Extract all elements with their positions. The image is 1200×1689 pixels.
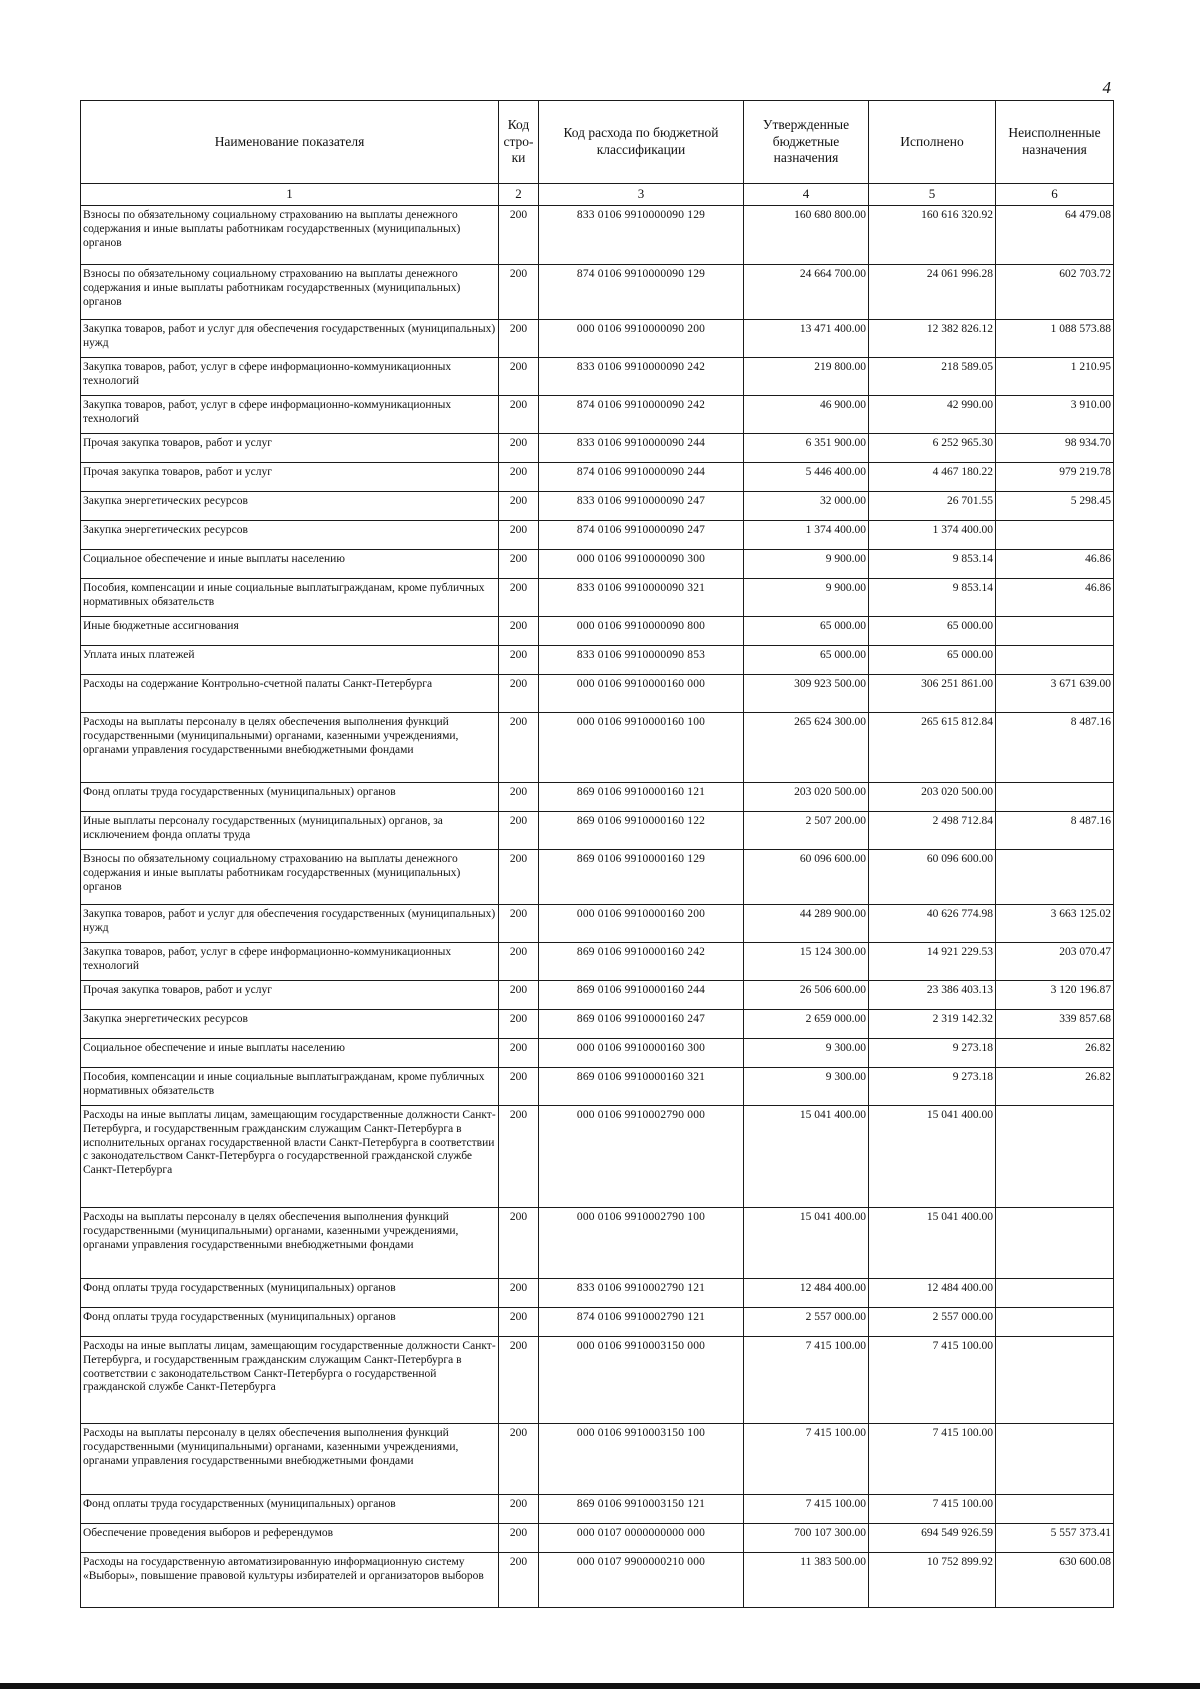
indicator-name-cell: Фонд оплаты труда государственных (муниципальных) органов xyxy=(81,1308,499,1337)
budget-code-cell: 833 0106 9910002790 121 xyxy=(539,1279,744,1308)
indicator-name-cell: Прочая закупка товаров, работ и услуг xyxy=(81,463,499,492)
executed-amount-cell: 23 386 403.13 xyxy=(869,981,996,1010)
table-row xyxy=(81,550,1114,579)
budget-code-cell: 874 0106 9910000090 129 xyxy=(539,265,744,320)
table-row xyxy=(81,943,1114,981)
table-row xyxy=(81,646,1114,675)
table-row xyxy=(81,521,1114,550)
unexecuted-amount-cell: 339 857.68 xyxy=(996,1010,1114,1039)
approved-amount-cell: 12 484 400.00 xyxy=(744,1279,869,1308)
line-code-cell: 200 xyxy=(499,617,539,646)
table-row xyxy=(81,1424,1114,1495)
unexecuted-amount-cell xyxy=(996,1424,1114,1495)
budget-code-cell: 869 0106 9910000160 242 xyxy=(539,943,744,981)
line-code-cell: 200 xyxy=(499,713,539,783)
budget-code-cell: 874 0106 9910002790 121 xyxy=(539,1308,744,1337)
unexecuted-amount-cell: 1 088 573.88 xyxy=(996,320,1114,358)
unexecuted-amount-cell: 98 934.70 xyxy=(996,434,1114,463)
line-code-cell: 200 xyxy=(499,265,539,320)
unexecuted-amount-cell xyxy=(996,850,1114,905)
executed-amount-cell: 6 252 965.30 xyxy=(869,434,996,463)
approved-amount-cell: 32 000.00 xyxy=(744,492,869,521)
executed-amount-cell: 218 589.05 xyxy=(869,358,996,396)
unexecuted-amount-cell: 8 487.16 xyxy=(996,812,1114,850)
approved-amount-cell: 2 557 000.00 xyxy=(744,1308,869,1337)
indicator-name-cell: Закупка товаров, работ и услуг для обеспечения государственных (муниципальных) нужд xyxy=(81,905,499,943)
expense-report-table xyxy=(80,100,1114,1608)
indicator-name-cell: Взносы по обязательному социальному страхованию на выплаты денежного содержания и иные выплаты работникам государственных (муниципальных) органов xyxy=(81,850,499,905)
approved-amount-cell: 5 446 400.00 xyxy=(744,463,869,492)
executed-amount-cell: 9 273.18 xyxy=(869,1068,996,1106)
table-row xyxy=(81,206,1114,265)
table-row xyxy=(81,850,1114,905)
indicator-name-cell: Социальное обеспечение и иные выплаты населению xyxy=(81,1039,499,1068)
executed-amount-cell: 2 557 000.00 xyxy=(869,1308,996,1337)
approved-amount-cell: 46 900.00 xyxy=(744,396,869,434)
executed-amount-cell: 265 615 812.84 xyxy=(869,713,996,783)
column-number: 1 xyxy=(81,184,499,206)
executed-amount-cell: 9 853.14 xyxy=(869,550,996,579)
budget-code-cell: 000 0106 9910003150 100 xyxy=(539,1424,744,1495)
line-code-cell: 200 xyxy=(499,1308,539,1337)
unexecuted-amount-cell: 26.82 xyxy=(996,1068,1114,1106)
executed-amount-cell: 24 061 996.28 xyxy=(869,265,996,320)
line-code-cell: 200 xyxy=(499,492,539,521)
column-number: 3 xyxy=(539,184,744,206)
table-row xyxy=(81,434,1114,463)
budget-code-cell: 869 0106 9910000160 122 xyxy=(539,812,744,850)
executed-amount-cell: 9 853.14 xyxy=(869,579,996,617)
unexecuted-amount-cell: 5 298.45 xyxy=(996,492,1114,521)
table-row xyxy=(81,713,1114,783)
unexecuted-amount-cell xyxy=(996,1208,1114,1279)
approved-amount-cell: 219 800.00 xyxy=(744,358,869,396)
executed-amount-cell: 10 752 899.92 xyxy=(869,1553,996,1608)
line-code-cell: 200 xyxy=(499,1553,539,1608)
unexecuted-amount-cell: 602 703.72 xyxy=(996,265,1114,320)
table-row xyxy=(81,579,1114,617)
column-number: 6 xyxy=(996,184,1114,206)
indicator-name-cell: Фонд оплаты труда государственных (муниципальных) органов xyxy=(81,1495,499,1524)
approved-amount-cell: 9 900.00 xyxy=(744,579,869,617)
indicator-name-cell: Расходы на выплаты персоналу в целях обеспечения выполнения функций государственными (муниципальными) органами, казенными учреждениями, органами управления государственными внебюджетными фондами xyxy=(81,713,499,783)
budget-code-cell: 000 0106 9910000090 300 xyxy=(539,550,744,579)
line-code-cell: 200 xyxy=(499,1495,539,1524)
table-row xyxy=(81,812,1114,850)
line-code-cell: 200 xyxy=(499,905,539,943)
line-code-cell: 200 xyxy=(499,579,539,617)
budget-code-cell: 869 0106 9910000160 129 xyxy=(539,850,744,905)
indicator-name-cell: Иные выплаты персоналу государственных (муниципальных) органов, за исключением фонда оплаты труда xyxy=(81,812,499,850)
indicator-name-cell: Уплата иных платежей xyxy=(81,646,499,675)
header-approved: Утвержденные бюджетные назначения xyxy=(744,101,869,184)
indicator-name-cell: Взносы по обязательному социальному страхованию на выплаты денежного содержания и иные выплаты работникам государственных (муниципальных) органов xyxy=(81,265,499,320)
budget-code-cell: 833 0106 9910000090 242 xyxy=(539,358,744,396)
table-row xyxy=(81,358,1114,396)
executed-amount-cell: 15 041 400.00 xyxy=(869,1106,996,1208)
table-row xyxy=(81,1279,1114,1308)
table-row xyxy=(81,1524,1114,1553)
table-row xyxy=(81,396,1114,434)
indicator-name-cell: Расходы на выплаты персоналу в целях обеспечения выполнения функций государственными (муниципальными) органами, казенными учреждениями, органами управления государственными внебюджетными фондами xyxy=(81,1424,499,1495)
executed-amount-cell: 1 374 400.00 xyxy=(869,521,996,550)
unexecuted-amount-cell: 3 663 125.02 xyxy=(996,905,1114,943)
budget-code-cell: 000 0106 9910000090 200 xyxy=(539,320,744,358)
indicator-name-cell: Прочая закупка товаров, работ и услуг xyxy=(81,434,499,463)
approved-amount-cell: 9 300.00 xyxy=(744,1068,869,1106)
indicator-name-cell: Взносы по обязательному социальному страхованию на выплаты денежного содержания и иные выплаты работникам государственных (муниципальных) органов xyxy=(81,206,499,265)
approved-amount-cell: 265 624 300.00 xyxy=(744,713,869,783)
executed-amount-cell: 203 020 500.00 xyxy=(869,783,996,812)
table-row xyxy=(81,981,1114,1010)
unexecuted-amount-cell xyxy=(996,1308,1114,1337)
line-code-cell: 200 xyxy=(499,206,539,265)
budget-code-cell: 000 0106 9910002790 100 xyxy=(539,1208,744,1279)
budget-code-cell: 000 0107 9900000210 000 xyxy=(539,1553,744,1608)
indicator-name-cell: Закупка энергетических ресурсов xyxy=(81,1010,499,1039)
line-code-cell: 200 xyxy=(499,1010,539,1039)
approved-amount-cell: 13 471 400.00 xyxy=(744,320,869,358)
table-row xyxy=(81,463,1114,492)
budget-code-cell: 000 0106 9910000160 300 xyxy=(539,1039,744,1068)
executed-amount-cell: 15 041 400.00 xyxy=(869,1208,996,1279)
executed-amount-cell: 65 000.00 xyxy=(869,617,996,646)
unexecuted-amount-cell xyxy=(996,783,1114,812)
line-code-cell: 200 xyxy=(499,981,539,1010)
unexecuted-amount-cell: 979 219.78 xyxy=(996,463,1114,492)
indicator-name-cell: Закупка товаров, работ, услуг в сфере информационно-коммуникационных технологий xyxy=(81,396,499,434)
table-header-row xyxy=(81,101,1114,184)
table-row xyxy=(81,1106,1114,1208)
executed-amount-cell: 65 000.00 xyxy=(869,646,996,675)
executed-amount-cell: 160 616 320.92 xyxy=(869,206,996,265)
table-row xyxy=(81,1553,1114,1608)
budget-code-cell: 000 0106 9910000160 200 xyxy=(539,905,744,943)
line-code-cell: 200 xyxy=(499,521,539,550)
indicator-name-cell: Пособия, компенсации и иные социальные выплатыгражданам, кроме публичных нормативных обязательств xyxy=(81,579,499,617)
line-code-cell: 200 xyxy=(499,1106,539,1208)
budget-code-cell: 869 0106 9910000160 321 xyxy=(539,1068,744,1106)
budget-code-cell: 833 0106 9910000090 247 xyxy=(539,492,744,521)
indicator-name-cell: Фонд оплаты труда государственных (муниципальных) органов xyxy=(81,783,499,812)
indicator-name-cell: Расходы на содержание Контрольно-счетной палаты Санкт-Петербурга xyxy=(81,675,499,713)
executed-amount-cell: 694 549 926.59 xyxy=(869,1524,996,1553)
unexecuted-amount-cell: 64 479.08 xyxy=(996,206,1114,265)
executed-amount-cell: 60 096 600.00 xyxy=(869,850,996,905)
table-row xyxy=(81,675,1114,713)
executed-amount-cell: 14 921 229.53 xyxy=(869,943,996,981)
table-body xyxy=(81,206,1114,1608)
line-code-cell: 200 xyxy=(499,434,539,463)
executed-amount-cell: 9 273.18 xyxy=(869,1039,996,1068)
header-indicator-name: Наименование показателя xyxy=(81,101,499,184)
unexecuted-amount-cell: 3 120 196.87 xyxy=(996,981,1114,1010)
approved-amount-cell: 9 900.00 xyxy=(744,550,869,579)
executed-amount-cell: 7 415 100.00 xyxy=(869,1337,996,1424)
approved-amount-cell: 60 096 600.00 xyxy=(744,850,869,905)
indicator-name-cell: Фонд оплаты труда государственных (муниципальных) органов xyxy=(81,1279,499,1308)
table-row xyxy=(81,783,1114,812)
indicator-name-cell: Расходы на иные выплаты лицам, замещающим государственные должности Санкт-Петербурга, и государственным гражданским служащим Санкт-Петербурга в исполнительных органах государственной власти Санкт-Петербурга в соответствии с законодательством Санкт-Петербурга о государственной гражданской службе Санкт-Петербурга xyxy=(81,1106,499,1208)
budget-code-cell: 000 0106 9910002790 000 xyxy=(539,1106,744,1208)
executed-amount-cell: 26 701.55 xyxy=(869,492,996,521)
unexecuted-amount-cell: 203 070.47 xyxy=(996,943,1114,981)
budget-code-cell: 869 0106 9910003150 121 xyxy=(539,1495,744,1524)
table-row xyxy=(81,320,1114,358)
line-code-cell: 200 xyxy=(499,943,539,981)
table-row xyxy=(81,492,1114,521)
line-code-cell: 200 xyxy=(499,358,539,396)
approved-amount-cell: 1 374 400.00 xyxy=(744,521,869,550)
approved-amount-cell: 24 664 700.00 xyxy=(744,265,869,320)
table-row xyxy=(81,1495,1114,1524)
approved-amount-cell: 15 041 400.00 xyxy=(744,1208,869,1279)
executed-amount-cell: 7 415 100.00 xyxy=(869,1424,996,1495)
budget-code-cell: 869 0106 9910000160 121 xyxy=(539,783,744,812)
line-code-cell: 200 xyxy=(499,1337,539,1424)
budget-code-cell: 833 0106 9910000090 853 xyxy=(539,646,744,675)
line-code-cell: 200 xyxy=(499,396,539,434)
approved-amount-cell: 15 124 300.00 xyxy=(744,943,869,981)
approved-amount-cell: 309 923 500.00 xyxy=(744,675,869,713)
header-executed: Исполнено xyxy=(869,101,996,184)
budget-code-cell: 000 0107 0000000000 000 xyxy=(539,1524,744,1553)
budget-code-cell: 000 0106 9910000160 100 xyxy=(539,713,744,783)
approved-amount-cell: 2 507 200.00 xyxy=(744,812,869,850)
approved-amount-cell: 65 000.00 xyxy=(744,617,869,646)
unexecuted-amount-cell xyxy=(996,1279,1114,1308)
line-code-cell: 200 xyxy=(499,1208,539,1279)
executed-amount-cell: 40 626 774.98 xyxy=(869,905,996,943)
unexecuted-amount-cell: 3 671 639.00 xyxy=(996,675,1114,713)
approved-amount-cell: 7 415 100.00 xyxy=(744,1337,869,1424)
unexecuted-amount-cell xyxy=(996,1337,1114,1424)
indicator-name-cell: Расходы на иные выплаты лицам, замещающим государственные должности Санкт-Петербурга, и государственным гражданским служащим Санкт-Петербурга в соответствии с законодательством Санкт-Петербурга о государственной гражданской службе Санкт-Петербурга xyxy=(81,1337,499,1424)
indicator-name-cell: Прочая закупка товаров, работ и услуг xyxy=(81,981,499,1010)
budget-code-cell: 874 0106 9910000090 244 xyxy=(539,463,744,492)
table-row xyxy=(81,1208,1114,1279)
column-number: 5 xyxy=(869,184,996,206)
approved-amount-cell: 700 107 300.00 xyxy=(744,1524,869,1553)
header-line-code: Код стро-ки xyxy=(499,101,539,184)
header-unexecuted: Неисполненные назначения xyxy=(996,101,1114,184)
executed-amount-cell: 12 382 826.12 xyxy=(869,320,996,358)
unexecuted-amount-cell xyxy=(996,646,1114,675)
budget-code-cell: 000 0106 9910000160 000 xyxy=(539,675,744,713)
approved-amount-cell: 203 020 500.00 xyxy=(744,783,869,812)
unexecuted-amount-cell: 630 600.08 xyxy=(996,1553,1114,1608)
executed-amount-cell: 12 484 400.00 xyxy=(869,1279,996,1308)
budget-code-cell: 874 0106 9910000090 247 xyxy=(539,521,744,550)
budget-code-cell: 000 0106 9910000090 800 xyxy=(539,617,744,646)
column-number-row xyxy=(81,184,1114,206)
approved-amount-cell: 9 300.00 xyxy=(744,1039,869,1068)
approved-amount-cell: 7 415 100.00 xyxy=(744,1424,869,1495)
indicator-name-cell: Закупка энергетических ресурсов xyxy=(81,521,499,550)
indicator-name-cell: Расходы на выплаты персоналу в целях обеспечения выполнения функций государственными (муниципальными) органами, казенными учреждениями, органами управления государственными внебюджетными фондами xyxy=(81,1208,499,1279)
budget-code-cell: 869 0106 9910000160 247 xyxy=(539,1010,744,1039)
table-row xyxy=(81,1308,1114,1337)
indicator-name-cell: Закупка энергетических ресурсов xyxy=(81,492,499,521)
header-budget-code: Код расхода по бюджетной классификации xyxy=(539,101,744,184)
executed-amount-cell: 306 251 861.00 xyxy=(869,675,996,713)
approved-amount-cell: 11 383 500.00 xyxy=(744,1553,869,1608)
budget-code-cell: 874 0106 9910000090 242 xyxy=(539,396,744,434)
approved-amount-cell: 6 351 900.00 xyxy=(744,434,869,463)
line-code-cell: 200 xyxy=(499,463,539,492)
table-row xyxy=(81,1337,1114,1424)
line-code-cell: 200 xyxy=(499,812,539,850)
line-code-cell: 200 xyxy=(499,675,539,713)
page-bottom-edge xyxy=(0,1683,1200,1689)
indicator-name-cell: Иные бюджетные ассигнования xyxy=(81,617,499,646)
column-number: 4 xyxy=(744,184,869,206)
unexecuted-amount-cell: 1 210.95 xyxy=(996,358,1114,396)
table-row xyxy=(81,265,1114,320)
line-code-cell: 200 xyxy=(499,320,539,358)
table-row xyxy=(81,1068,1114,1106)
executed-amount-cell: 42 990.00 xyxy=(869,396,996,434)
line-code-cell: 200 xyxy=(499,1068,539,1106)
indicator-name-cell: Обеспечение проведения выборов и референдумов xyxy=(81,1524,499,1553)
indicator-name-cell: Расходы на государственную автоматизированную информационную систему «Выборы», повышение правовой культуры избирателей и организаторов выборов xyxy=(81,1553,499,1608)
approved-amount-cell: 15 041 400.00 xyxy=(744,1106,869,1208)
line-code-cell: 200 xyxy=(499,1424,539,1495)
budget-code-cell: 833 0106 9910000090 321 xyxy=(539,579,744,617)
budget-code-cell: 833 0106 9910000090 129 xyxy=(539,206,744,265)
indicator-name-cell: Пособия, компенсации и иные социальные выплатыгражданам, кроме публичных нормативных обязательств xyxy=(81,1068,499,1106)
approved-amount-cell: 26 506 600.00 xyxy=(744,981,869,1010)
unexecuted-amount-cell: 26.82 xyxy=(996,1039,1114,1068)
unexecuted-amount-cell xyxy=(996,521,1114,550)
unexecuted-amount-cell: 3 910.00 xyxy=(996,396,1114,434)
unexecuted-amount-cell: 46.86 xyxy=(996,550,1114,579)
unexecuted-amount-cell: 46.86 xyxy=(996,579,1114,617)
budget-code-cell: 000 0106 9910003150 000 xyxy=(539,1337,744,1424)
approved-amount-cell: 44 289 900.00 xyxy=(744,905,869,943)
table-row xyxy=(81,617,1114,646)
indicator-name-cell: Закупка товаров, работ, услуг в сфере информационно-коммуникационных технологий xyxy=(81,358,499,396)
line-code-cell: 200 xyxy=(499,1279,539,1308)
line-code-cell: 200 xyxy=(499,783,539,812)
line-code-cell: 200 xyxy=(499,850,539,905)
table-row xyxy=(81,1010,1114,1039)
executed-amount-cell: 4 467 180.22 xyxy=(869,463,996,492)
executed-amount-cell: 7 415 100.00 xyxy=(869,1495,996,1524)
executed-amount-cell: 2 498 712.84 xyxy=(869,812,996,850)
unexecuted-amount-cell xyxy=(996,1495,1114,1524)
indicator-name-cell: Закупка товаров, работ и услуг для обеспечения государственных (муниципальных) нужд xyxy=(81,320,499,358)
approved-amount-cell: 7 415 100.00 xyxy=(744,1495,869,1524)
approved-amount-cell: 160 680 800.00 xyxy=(744,206,869,265)
line-code-cell: 200 xyxy=(499,1524,539,1553)
budget-code-cell: 869 0106 9910000160 244 xyxy=(539,981,744,1010)
unexecuted-amount-cell: 8 487.16 xyxy=(996,713,1114,783)
executed-amount-cell: 2 319 142.32 xyxy=(869,1010,996,1039)
line-code-cell: 200 xyxy=(499,550,539,579)
column-number: 2 xyxy=(499,184,539,206)
line-code-cell: 200 xyxy=(499,646,539,675)
budget-code-cell: 833 0106 9910000090 244 xyxy=(539,434,744,463)
indicator-name-cell: Закупка товаров, работ, услуг в сфере информационно-коммуникационных технологий xyxy=(81,943,499,981)
unexecuted-amount-cell: 5 557 373.41 xyxy=(996,1524,1114,1553)
indicator-name-cell: Социальное обеспечение и иные выплаты населению xyxy=(81,550,499,579)
table-row xyxy=(81,1039,1114,1068)
approved-amount-cell: 2 659 000.00 xyxy=(744,1010,869,1039)
line-code-cell: 200 xyxy=(499,1039,539,1068)
unexecuted-amount-cell xyxy=(996,1106,1114,1208)
page-number: 4 xyxy=(1102,78,1111,97)
unexecuted-amount-cell xyxy=(996,617,1114,646)
approved-amount-cell: 65 000.00 xyxy=(744,646,869,675)
table-row xyxy=(81,905,1114,943)
